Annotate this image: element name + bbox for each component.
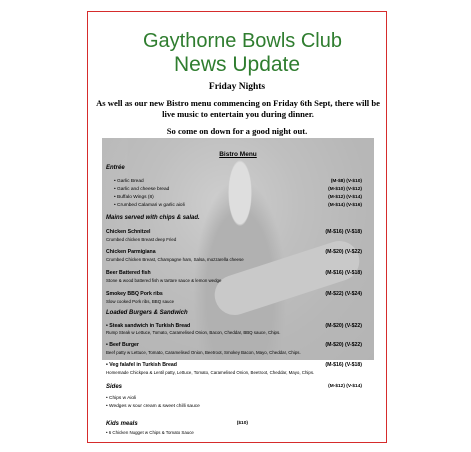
menu-item-desc: Stone & wood battered fish w tartare sauce & lemon wedge [106, 278, 222, 283]
menu-item-name: Smokey BBQ Pork ribs (M-$22) (V-$24) [106, 291, 362, 297]
menu-item-name: Beer Battered fish (M-$16) (V-$18) [106, 270, 362, 276]
menu-item-desc: Slow cooked Pork ribs, BBQ sauce [106, 299, 175, 304]
menu-item-name: • Beef Burger (M-$20) (V-$22) [106, 342, 362, 348]
kids-heading: Kids meals ($10) [106, 421, 248, 427]
list-item: • Garlic Bread (M-$8) (V-$10) [114, 179, 362, 184]
menu-item-desc: Homemade Chickpea & Lentil patty, Lettuce, Tomato, Caramelised Onion, Beetroot, Cheddar, Mayo, Chips. [106, 370, 315, 375]
list-item: • Buffalo Wings (8) (M-$12) (V-$14) [114, 195, 362, 200]
list-item: • Chips w Aioli [106, 396, 137, 401]
menu-item-name: Chicken Parmigiana (M-$20) (V-$22) [106, 249, 362, 255]
menu-item-name: • Veg falafel in Turkish Bread (M-$16) (V-$18) [106, 362, 362, 368]
mains-heading: Mains served with chips & salad. [106, 215, 200, 221]
list-item: • Wedges w sour cream & sweet chilli sauce [106, 404, 200, 409]
come-on-text: So come on down for a good night out. [166, 126, 308, 136]
club-title: Gaythorne Bowls Club [143, 30, 342, 52]
menu-item-desc: Crumbed Chicken Breast, Champagne ham, Salsa, mozzarella cheese [106, 257, 244, 262]
sides-heading: Sides (M-$12) (V-$14) [106, 384, 362, 390]
menu-item-desc: Beef patty w Lettuce, Tomato, Caramelised Onion, Beetroot, Smokey Bacon, Mayo, Cheddar, Chips. [106, 350, 301, 355]
list-item: • 6 Chicken Nugget w Chips & Tomato Sauce [106, 430, 194, 435]
entree-heading: Entrée [106, 165, 125, 171]
menu-item-name: Chicken Schnitzel (M-$16) (V-$18) [106, 229, 362, 235]
bistro-menu-title: Bistro Menu [219, 151, 257, 158]
menu-item-desc: Crumbed chicken Breast deep Fried [106, 237, 177, 242]
news-sheet [87, 11, 387, 443]
list-item: • Crumbed Calamari w garlic aioli (M-$14) (V-$16) [114, 203, 362, 208]
announcement-text: As well as our new Bistro menu commencing on Friday 6th Sept, there will be live music to entertain you during dinner. [96, 98, 380, 119]
menu-item-name: • Steak sandwich in Turkish Bread (M-$20) (V-$22) [106, 323, 362, 329]
menu-item-desc: Rump Steak w Lettuce, Tomato, Caramelised Onion, Bacon, Cheddar, BBQ sauce, Chips. [106, 330, 281, 335]
list-item: • Garlic and cheese bread (M-$10) (V-$12) [114, 187, 362, 192]
news-update-title: News Update [174, 53, 301, 76]
friday-heading: Friday Nights [208, 82, 266, 92]
burgers-heading: Loaded Burgers & Sandwich [106, 310, 188, 316]
